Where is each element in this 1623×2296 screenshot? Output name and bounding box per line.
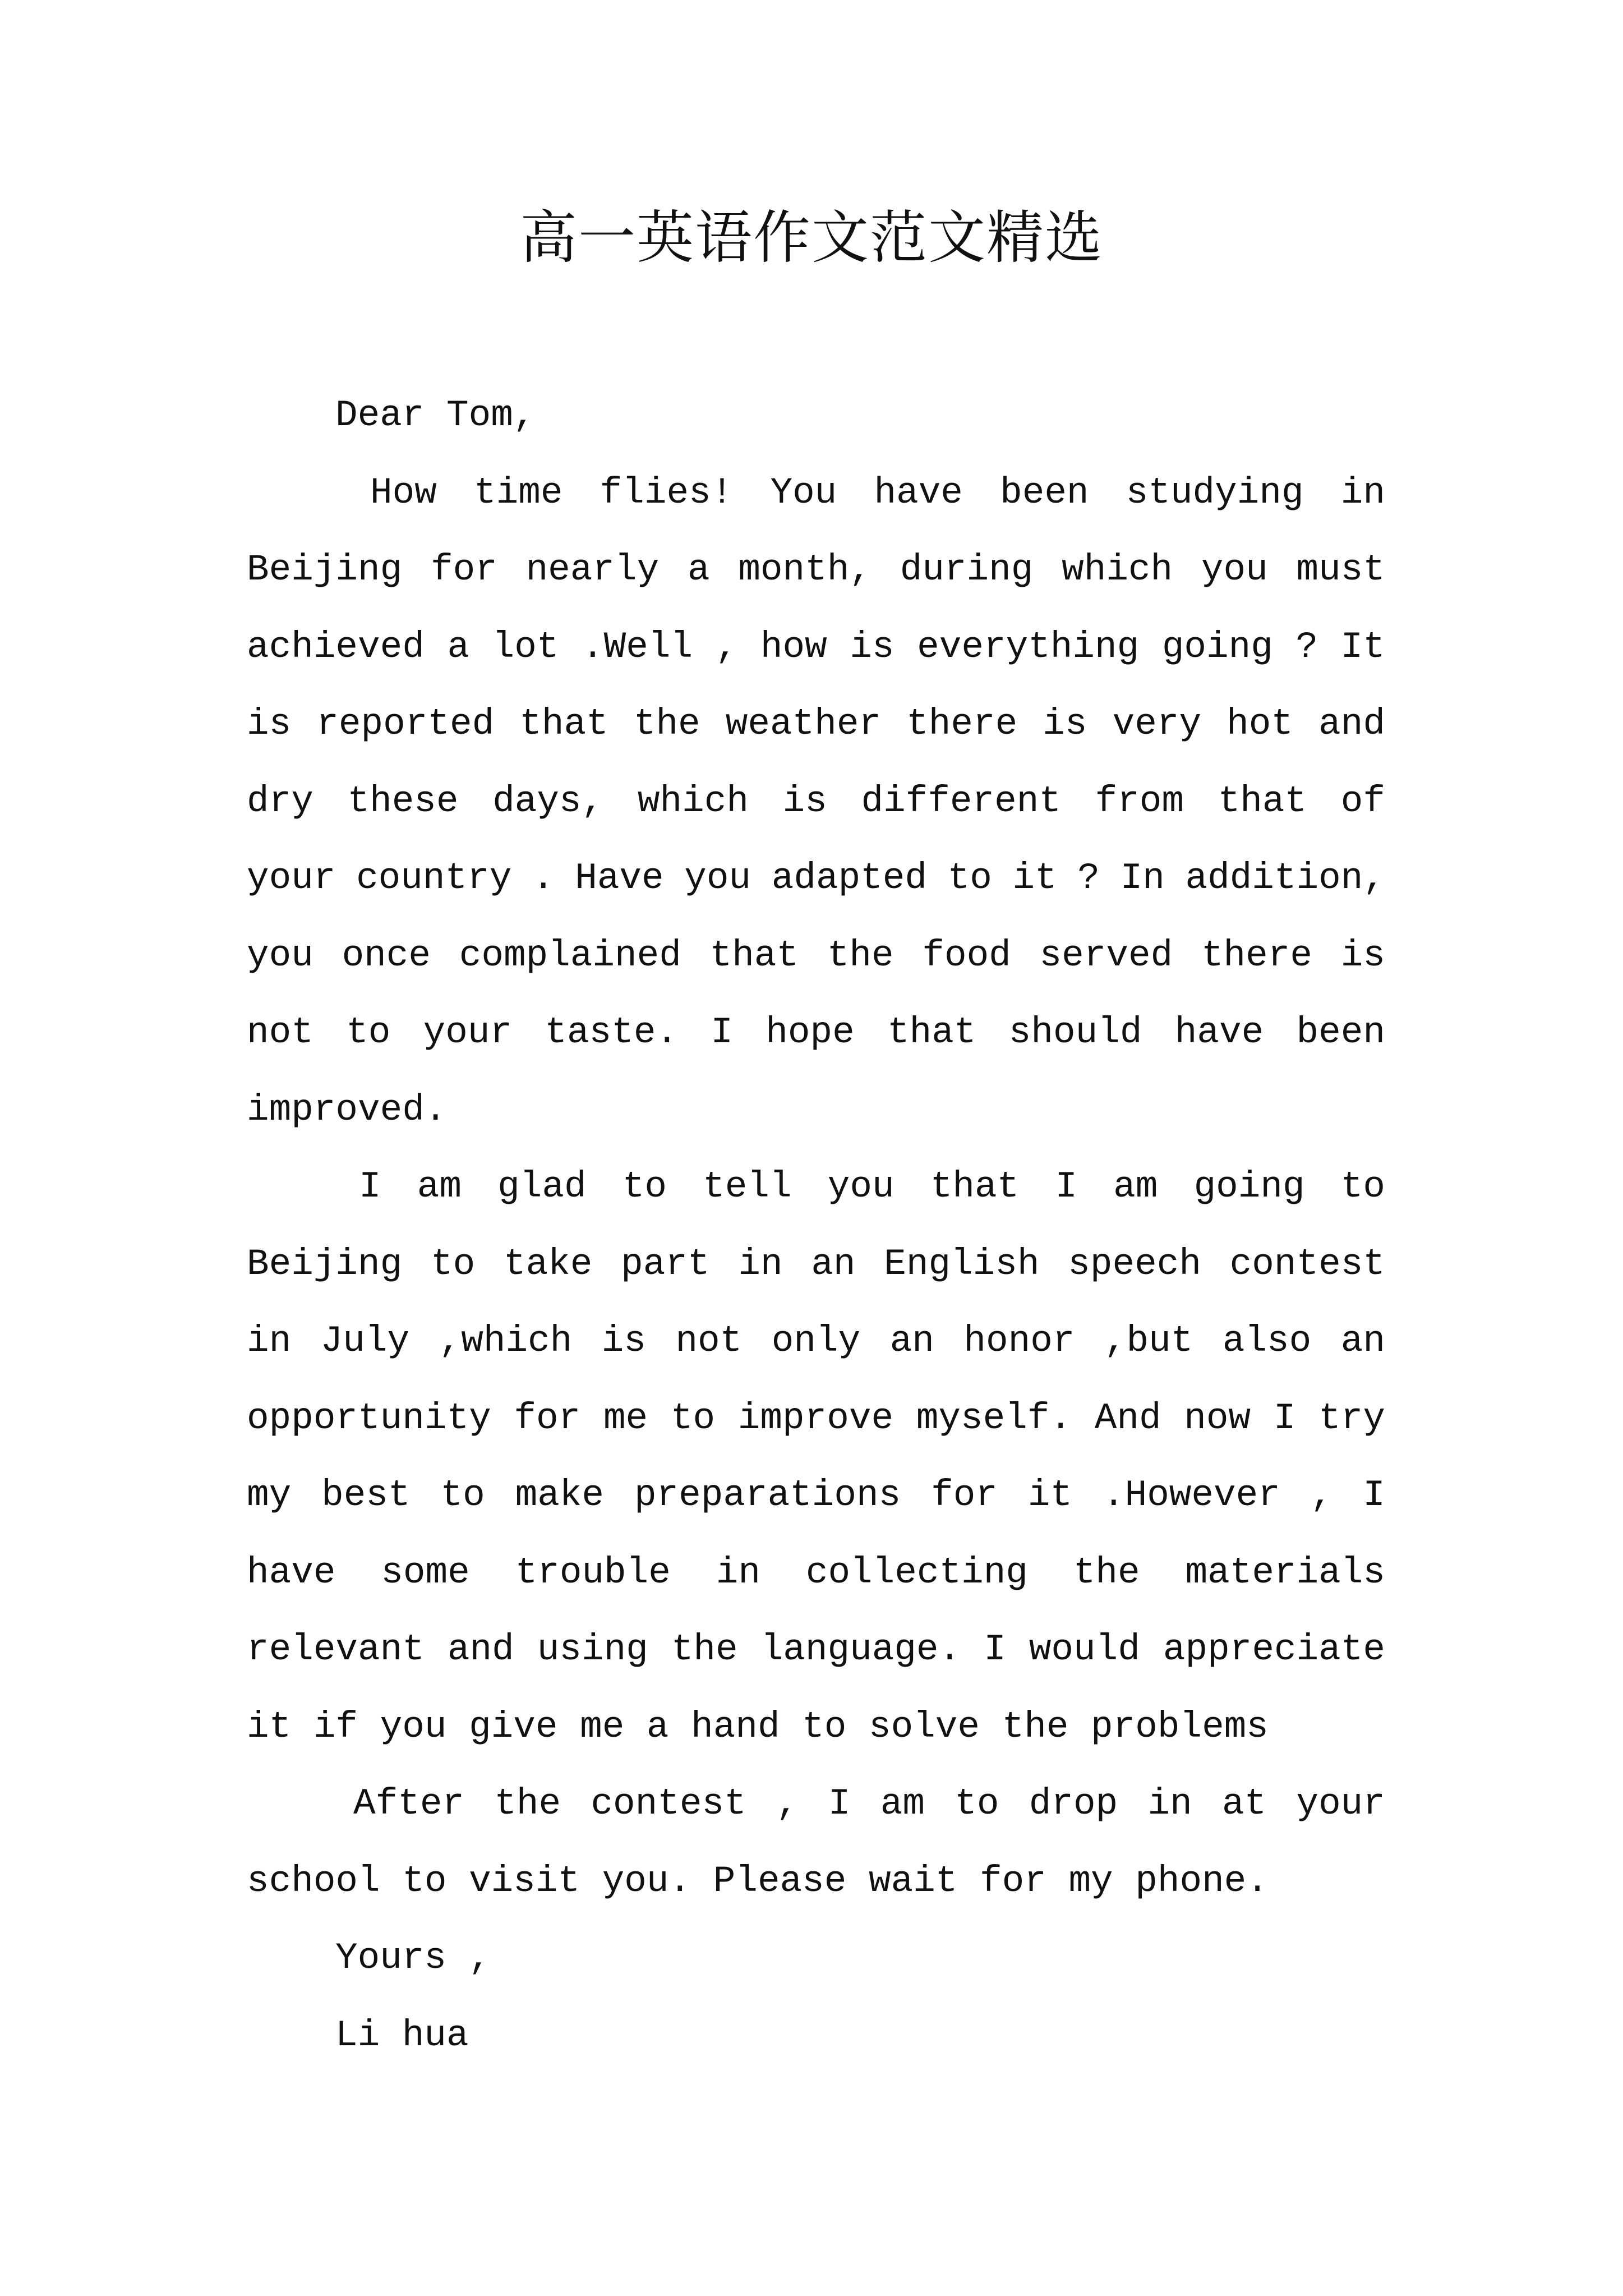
paragraph-line: have some trouble in collecting the materials — [247, 1551, 1385, 1594]
letter-closing: Yours , — [335, 1937, 491, 1979]
page-title: 高一英语作文范文精选 — [520, 205, 1103, 272]
letter-signature: Li hua — [335, 2014, 469, 2056]
paragraph-line: is reported that the weather there is very hot and — [247, 703, 1385, 745]
paragraph-line: Beijing to take part in an English speech contest — [247, 1243, 1385, 1285]
paragraph-line: your country . Have you adapted to it ? In addition, — [247, 857, 1385, 899]
paragraph-line: opportunity for me to improve myself. And now I try — [247, 1397, 1385, 1439]
paragraph-line: relevant and using the language. I would appreciate — [247, 1628, 1385, 1671]
paragraph-line: it if you give me a hand to solve the problems — [247, 1705, 1269, 1748]
paragraph-line: school to visit you. Please wait for my phone. — [247, 1860, 1269, 1902]
paragraph-line: I am glad to tell you that I am going to — [359, 1166, 1385, 1208]
letter-salutation: Dear Tom, — [335, 394, 536, 436]
paragraph-line: my best to make preparations for it .However , I — [247, 1474, 1385, 1516]
paragraph-line: Beijing for nearly a month, during which you must — [247, 549, 1385, 591]
paragraph-line: dry these days, which is different from that of — [247, 780, 1385, 822]
paragraph-line: After the contest , I am to drop in at your — [353, 1783, 1385, 1825]
letter-body — [247, 377, 1385, 2074]
letter-paragraphs — [247, 454, 1385, 1920]
paragraph-line: improved. — [247, 1088, 447, 1131]
paragraph-line: not to your taste. I hope that should have been — [247, 1011, 1385, 1053]
paragraph-line: you once complained that the food served there is — [247, 934, 1385, 977]
paragraph-line: How time flies! You have been studying in — [370, 471, 1385, 514]
paragraph-line: in July ,which is not only an honor ,but also an — [247, 1320, 1385, 1362]
paragraph-line: achieved a lot .Well , how is everything going ? It — [247, 625, 1385, 668]
